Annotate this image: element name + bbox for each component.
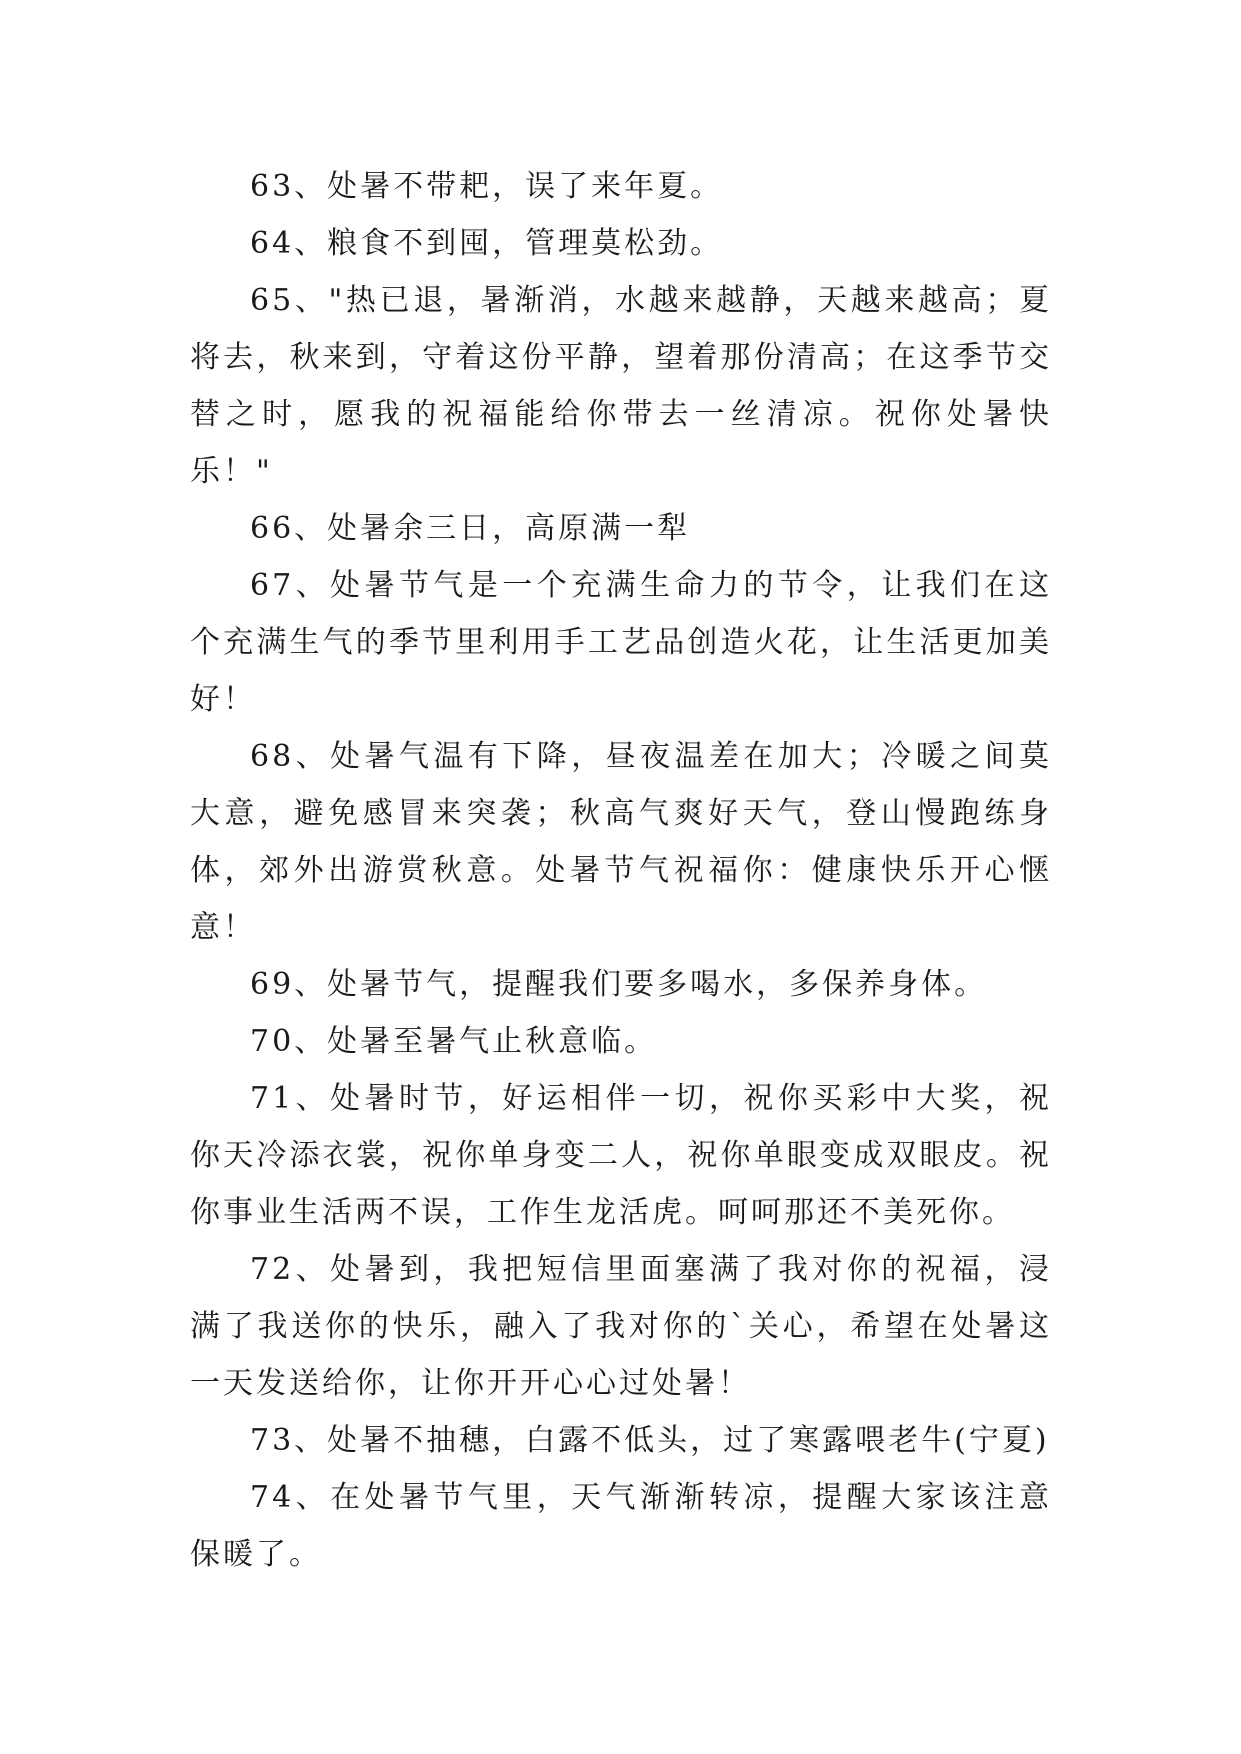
paragraph-68: 68、处暑气温有下降，昼夜温差在加大；冷暖之间莫大意，避免感冒来突袭；秋高气爽好天气，登山慢跑练身体，郊外出游赏秋意。处暑节气祝福你：健康快乐开心惬意！ xyxy=(190,739,1052,945)
paragraph-71: 71、处暑时节，好运相伴一切，祝你买彩中大奖，祝你天冷添衣裳，祝你单身变二人，祝你单眼变成双眼皮。祝你事业生活两不误，工作生龙活虎。呵呵那还不美死你。 xyxy=(190,1081,1052,1230)
document-body xyxy=(190,158,1052,1583)
paragraph-65: 65、"热已退，暑渐消，水越来越静，天越来越高；夏将去，秋来到，守着这份平静，望着那份清高；在这季节交替之时，愿我的祝福能给你带去一丝清凉。祝你处暑快乐！" xyxy=(190,283,1052,489)
paragraph-69: 69、处暑节气，提醒我们要多喝水，多保养身体。 xyxy=(250,967,988,1002)
paragraph-73: 73、处暑不抽穗，白露不低头，过了寒露喂老牛(宁夏) xyxy=(250,1423,1050,1458)
paragraph-74: 74、在处暑节气里，天气渐渐转凉，提醒大家该注意保暖了。 xyxy=(190,1480,1052,1572)
paragraph-72: 72、处暑到，我把短信里面塞满了我对你的祝福，浸满了我送你的快乐，融入了我对你的`关心，希望在处暑这一天发送给你，让你开开心心过处暑！ xyxy=(190,1252,1052,1401)
paragraph-70: 70、处暑至暑气止秋意临。 xyxy=(250,1024,658,1059)
paragraph-64: 64、粮食不到囤，管理莫松劲。 xyxy=(250,226,724,261)
paragraph-67: 67、处暑节气是一个充满生命力的节令，让我们在这个充满生气的季节里利用手工艺品创造火花，让生活更加美好！ xyxy=(190,568,1052,717)
paragraph-63: 63、处暑不带耙，误了来年夏。 xyxy=(250,169,724,204)
paragraph-66: 66、处暑余三日，高原满一犁 xyxy=(250,511,691,546)
